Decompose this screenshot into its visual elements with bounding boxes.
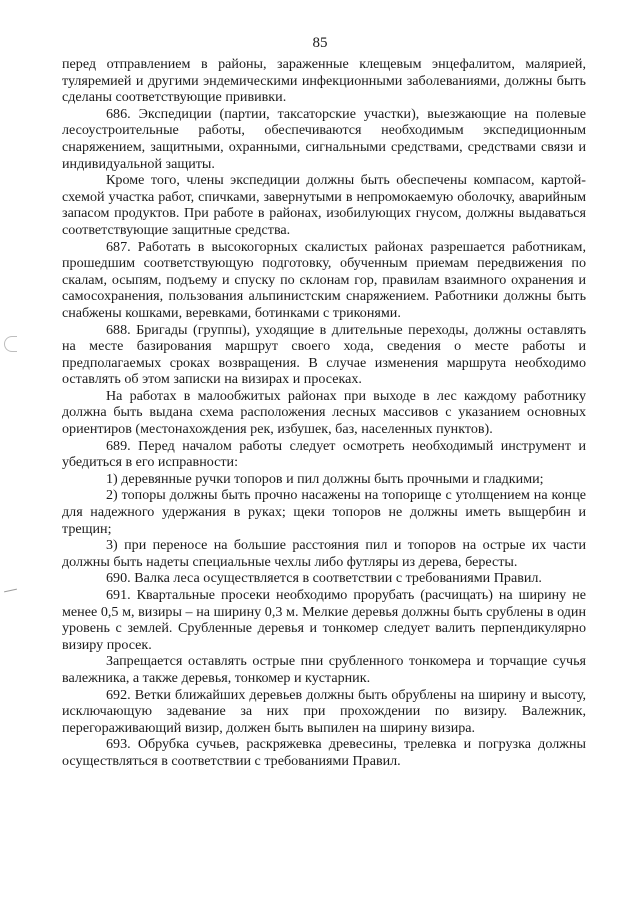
punch-hole-mark: [4, 336, 17, 352]
paragraph: Запрещается оставлять острые пни срубленного тонкомера и торчащие сучья валежника, а также деревья, тонкомер и кустарник.: [62, 653, 586, 686]
paragraph: 689. Перед началом работы следует осмотреть необходимый инструмент и убедиться в его исправности:: [62, 437, 586, 471]
page-number: 85: [312, 35, 328, 51]
list-item: 3) при переносе на большие расстояния пил и топоров на острые их части должны быть надеты специальные чехлы либо футляры из дерева, бересты.: [62, 537, 586, 570]
paragraph: 690. Валка леса осуществляется в соответствии с требованиями Правил.: [106, 570, 542, 587]
margin-pen-mark: [4, 589, 17, 593]
paragraph: 691. Квартальные просеки необходимо прорубать (расчищать) на ширину не менее 0,5 м, визиры – на ширину 0,3 м. Мелкие деревья должны быть срублены в один уровень с землей. Срубленные деревья и тонкомер следует валить перпендикулярно визиру просек.: [62, 587, 586, 653]
paragraph: 692. Ветки ближайших деревьев должны быть обрублены на ширину и высоту, исключающую задевание за них при прохождении по визиру. Валежник, перегораживающий визир, должен быть выпилен на ширину визира.: [62, 686, 586, 736]
list-item: 1) деревянные ручки топоров и пил должны быть прочными и гладкими;: [106, 470, 544, 487]
paragraph: 693. Обрубка сучьев, раскряжевка древесины, трелевка и погрузка должны осуществляться в соответствии с требованиями Правил.: [62, 736, 586, 769]
paragraph: Кроме того, члены экспедиции должны быть обеспечены компасом, картой-схемой участка работ, спичками, завернутыми в непромокаемую оболочку, аварийным запасом продуктов. При работе в районах, изобилующих гнусом, должны выдаваться соответствующие защитные средства.: [62, 172, 586, 238]
paragraph: перед отправлением в районы, зараженные клещевым энцефалитом, малярией, туляремией и другими эндемическими инфекционными заболеваниями, должны быть сделаны соответствующие прививки.: [62, 56, 586, 106]
paragraph: 688. Бригады (группы), уходящие в длительные переходы, должны оставлять на месте базирования маршрут своего хода, сведения о месте работы и предполагаемых сроках возвращения. В случае изменения маршрута необходимо оставлять об этом записки на визирах и просеках.: [62, 321, 586, 388]
document-body: [62, 56, 586, 770]
paragraph: 686. Экспедиции (партии, таксаторские участки), выезжающие на полевые лесоустроительные работы, обеспечиваются необходимым экспедиционным снаряжением, защитными, охранными, сигнальными средствами, средствами связи и индивидуальной защиты.: [62, 105, 586, 172]
paragraph: 687. Работать в высокогорных скалистых районах разрешается работникам, прошедшим соответствующую подготовку, обученным приемам передвижения по скалам, осыпям, подъему и спуску по склонам гор, правилам взаимного охранения и самосохранения, пользования альпинистским снаряжением. Работники должны быть снабжены кошками, веревками, ботинками с триконями.: [62, 238, 586, 321]
paragraph: На работах в малообжитых районах при выходе в лес каждому работнику должна быть выдана схема расположения лесных массивов с указанием основных ориентиров (местонахождения рек, избушек, баз, населенных пунктов).: [62, 387, 586, 438]
list-item: 2) топоры должны быть прочно насажены на топорище с утолщением на конце для надежного удержания в руках; щеки топоров не должны иметь выщербин и трещин;: [62, 487, 586, 537]
